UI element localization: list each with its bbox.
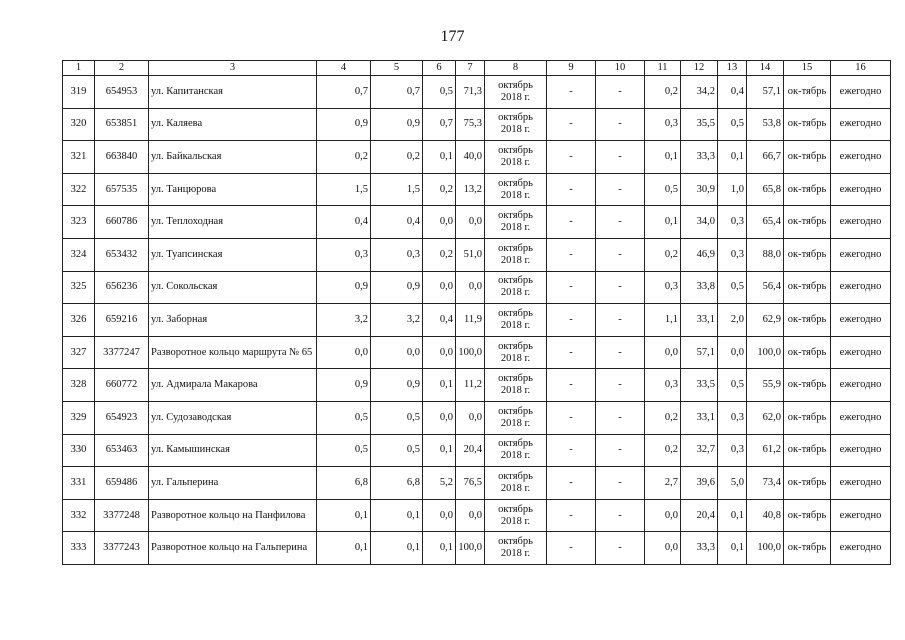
month-cell: ок-тябрь [784, 499, 831, 532]
value-cell: 88,0 [747, 238, 784, 271]
dash-cell: - [596, 304, 645, 337]
value-cell: 65,4 [747, 206, 784, 239]
value-cell: 73,4 [747, 467, 784, 500]
table-row [63, 271, 891, 304]
row-code: 654953 [95, 76, 149, 109]
table-row [63, 141, 891, 174]
month-cell: ок-тябрь [784, 304, 831, 337]
value-cell: 100,0 [747, 532, 784, 565]
frequency-cell: ежегодно [831, 336, 891, 369]
value-cell: 0,0 [718, 336, 747, 369]
dash-cell: - [547, 304, 596, 337]
value-cell: 34,2 [681, 76, 718, 109]
value-cell: 0,9 [317, 108, 371, 141]
value-cell: 0,7 [317, 76, 371, 109]
value-cell: 0,0 [456, 401, 485, 434]
value-cell: 0,2 [423, 238, 456, 271]
value-cell: 0,0 [456, 271, 485, 304]
value-cell: 32,7 [681, 434, 718, 467]
dash-cell: - [547, 336, 596, 369]
value-cell: 30,9 [681, 173, 718, 206]
value-cell: 6,8 [371, 467, 423, 500]
row-number: 321 [63, 141, 95, 174]
column-header: 13 [718, 61, 747, 76]
dash-cell: - [596, 434, 645, 467]
value-cell: 53,8 [747, 108, 784, 141]
value-cell: 0,2 [371, 141, 423, 174]
row-code: 3377243 [95, 532, 149, 565]
value-cell: 0,0 [423, 271, 456, 304]
street-name: ул. Байкальская [149, 141, 317, 174]
value-cell: 0,0 [423, 206, 456, 239]
frequency-cell: ежегодно [831, 206, 891, 239]
row-number: 323 [63, 206, 95, 239]
value-cell: 0,0 [645, 336, 681, 369]
value-cell: 0,7 [423, 108, 456, 141]
value-cell: 0,1 [718, 499, 747, 532]
value-cell: 0,9 [371, 271, 423, 304]
value-cell: 2,0 [718, 304, 747, 337]
value-cell: 55,9 [747, 369, 784, 402]
dash-cell: - [596, 336, 645, 369]
value-cell: 0,0 [423, 401, 456, 434]
period-cell: октябрь 2018 г. [485, 499, 547, 532]
month-cell: ок-тябрь [784, 271, 831, 304]
column-header: 9 [547, 61, 596, 76]
column-header: 11 [645, 61, 681, 76]
table-row [63, 401, 891, 434]
column-header: 6 [423, 61, 456, 76]
month-cell: ок-тябрь [784, 238, 831, 271]
table-row [63, 108, 891, 141]
month-cell: ок-тябрь [784, 401, 831, 434]
frequency-cell: ежегодно [831, 434, 891, 467]
row-code: 660772 [95, 369, 149, 402]
period-cell: октябрь 2018 г. [485, 76, 547, 109]
value-cell: 0,1 [317, 499, 371, 532]
value-cell: 0,1 [423, 532, 456, 565]
street-name: ул. Танцюрова [149, 173, 317, 206]
page-number: 177 [440, 28, 465, 45]
dash-cell: - [596, 108, 645, 141]
month-cell: ок-тябрь [784, 369, 831, 402]
dash-cell: - [547, 108, 596, 141]
value-cell: 0,4 [718, 76, 747, 109]
value-cell: 0,1 [371, 499, 423, 532]
row-number: 332 [63, 499, 95, 532]
month-cell: ок-тябрь [784, 532, 831, 565]
value-cell: 0,1 [423, 434, 456, 467]
month-cell: ок-тябрь [784, 206, 831, 239]
table-row [63, 304, 891, 337]
month-cell: ок-тябрь [784, 173, 831, 206]
table-header [63, 61, 891, 76]
value-cell: 33,3 [681, 141, 718, 174]
month-cell: ок-тябрь [784, 434, 831, 467]
column-header: 16 [831, 61, 891, 76]
value-cell: 0,4 [317, 206, 371, 239]
value-cell: 56,4 [747, 271, 784, 304]
row-code: 3377247 [95, 336, 149, 369]
month-cell: ок-тябрь [784, 467, 831, 500]
value-cell: 0,9 [317, 271, 371, 304]
frequency-cell: ежегодно [831, 271, 891, 304]
value-cell: 0,1 [423, 141, 456, 174]
period-cell: октябрь 2018 г. [485, 467, 547, 500]
value-cell: 71,3 [456, 76, 485, 109]
column-header: 4 [317, 61, 371, 76]
table-row [63, 238, 891, 271]
value-cell: 0,1 [645, 206, 681, 239]
value-cell: 0,1 [423, 369, 456, 402]
period-cell: октябрь 2018 г. [485, 206, 547, 239]
value-cell: 0,0 [456, 499, 485, 532]
street-name: ул. Туапсинская [149, 238, 317, 271]
value-cell: 100,0 [456, 532, 485, 565]
value-cell: 0,4 [371, 206, 423, 239]
value-cell: 0,3 [718, 238, 747, 271]
period-cell: октябрь 2018 г. [485, 434, 547, 467]
value-cell: 11,2 [456, 369, 485, 402]
dash-cell: - [547, 434, 596, 467]
frequency-cell: ежегодно [831, 76, 891, 109]
value-cell: 0,3 [371, 238, 423, 271]
frequency-cell: ежегодно [831, 532, 891, 565]
table-row [63, 336, 891, 369]
dash-cell: - [547, 499, 596, 532]
value-cell: 61,2 [747, 434, 784, 467]
street-name: ул. Камышинская [149, 434, 317, 467]
street-name: ул. Теплоходная [149, 206, 317, 239]
dash-cell: - [596, 206, 645, 239]
row-number: 327 [63, 336, 95, 369]
table-row [63, 76, 891, 109]
period-cell: октябрь 2018 г. [485, 173, 547, 206]
frequency-cell: ежегодно [831, 369, 891, 402]
value-cell: 1,1 [645, 304, 681, 337]
dash-cell: - [547, 532, 596, 565]
value-cell: 75,3 [456, 108, 485, 141]
dash-cell: - [547, 271, 596, 304]
row-number: 333 [63, 532, 95, 565]
period-cell: октябрь 2018 г. [485, 336, 547, 369]
value-cell: 100,0 [747, 336, 784, 369]
value-cell: 0,0 [645, 499, 681, 532]
dash-cell: - [596, 271, 645, 304]
value-cell: 33,5 [681, 369, 718, 402]
street-name: ул. Адмирала Макарова [149, 369, 317, 402]
header-row [63, 61, 891, 76]
table-row [63, 499, 891, 532]
period-cell: октябрь 2018 г. [485, 238, 547, 271]
value-cell: 3,2 [317, 304, 371, 337]
column-header: 15 [784, 61, 831, 76]
value-cell: 35,5 [681, 108, 718, 141]
value-cell: 2,7 [645, 467, 681, 500]
value-cell: 39,6 [681, 467, 718, 500]
frequency-cell: ежегодно [831, 173, 891, 206]
dash-cell: - [547, 401, 596, 434]
value-cell: 33,1 [681, 401, 718, 434]
period-cell: октябрь 2018 г. [485, 271, 547, 304]
value-cell: 0,5 [371, 401, 423, 434]
value-cell: 11,9 [456, 304, 485, 337]
value-cell: 40,0 [456, 141, 485, 174]
value-cell: 0,0 [456, 206, 485, 239]
value-cell: 0,1 [718, 141, 747, 174]
street-name: Разворотное кольцо на Панфилова [149, 499, 317, 532]
value-cell: 100,0 [456, 336, 485, 369]
value-cell: 0,9 [371, 369, 423, 402]
dash-cell: - [547, 141, 596, 174]
row-number: 331 [63, 467, 95, 500]
street-name: ул. Капитанская [149, 76, 317, 109]
street-name: ул. Гальперина [149, 467, 317, 500]
row-code: 659216 [95, 304, 149, 337]
value-cell: 0,5 [317, 401, 371, 434]
value-cell: 0,0 [423, 336, 456, 369]
column-header: 5 [371, 61, 423, 76]
period-cell: октябрь 2018 г. [485, 304, 547, 337]
table-body [63, 76, 891, 565]
column-header: 8 [485, 61, 547, 76]
value-cell: 0,1 [645, 141, 681, 174]
street-name: Разворотное кольцо на Гальперина [149, 532, 317, 565]
value-cell: 20,4 [681, 499, 718, 532]
month-cell: ок-тябрь [784, 108, 831, 141]
value-cell: 40,8 [747, 499, 784, 532]
value-cell: 0,5 [423, 76, 456, 109]
column-header: 1 [63, 61, 95, 76]
value-cell: 0,5 [645, 173, 681, 206]
frequency-cell: ежегодно [831, 238, 891, 271]
dash-cell: - [547, 369, 596, 402]
value-cell: 0,0 [371, 336, 423, 369]
value-cell: 65,8 [747, 173, 784, 206]
period-cell: октябрь 2018 г. [485, 108, 547, 141]
value-cell: 34,0 [681, 206, 718, 239]
value-cell: 33,8 [681, 271, 718, 304]
value-cell: 0,1 [317, 532, 371, 565]
value-cell: 57,1 [747, 76, 784, 109]
row-number: 320 [63, 108, 95, 141]
value-cell: 57,1 [681, 336, 718, 369]
month-cell: ок-тябрь [784, 141, 831, 174]
month-cell: ок-тябрь [784, 336, 831, 369]
dash-cell: - [547, 206, 596, 239]
street-name: ул. Заборная [149, 304, 317, 337]
value-cell: 5,2 [423, 467, 456, 500]
dash-cell: - [596, 401, 645, 434]
dash-cell: - [596, 141, 645, 174]
value-cell: 0,5 [718, 369, 747, 402]
value-cell: 0,0 [645, 532, 681, 565]
column-header: 3 [149, 61, 317, 76]
dash-cell: - [547, 238, 596, 271]
dash-cell: - [547, 173, 596, 206]
row-number: 324 [63, 238, 95, 271]
value-cell: 0,3 [645, 271, 681, 304]
value-cell: 0,5 [718, 108, 747, 141]
value-cell: 0,2 [317, 141, 371, 174]
frequency-cell: ежегодно [831, 141, 891, 174]
dash-cell: - [547, 76, 596, 109]
table-row [63, 532, 891, 565]
value-cell: 6,8 [317, 467, 371, 500]
table-row [63, 467, 891, 500]
row-code: 660786 [95, 206, 149, 239]
row-code: 654923 [95, 401, 149, 434]
street-name: Разворотное кольцо маршрута № 65 [149, 336, 317, 369]
value-cell: 0,3 [718, 434, 747, 467]
value-cell: 51,0 [456, 238, 485, 271]
value-cell: 20,4 [456, 434, 485, 467]
value-cell: 0,9 [317, 369, 371, 402]
period-cell: октябрь 2018 г. [485, 532, 547, 565]
column-header: 12 [681, 61, 718, 76]
period-cell: октябрь 2018 г. [485, 401, 547, 434]
row-code: 663840 [95, 141, 149, 174]
frequency-cell: ежегодно [831, 304, 891, 337]
value-cell: 0,7 [371, 76, 423, 109]
row-code: 653851 [95, 108, 149, 141]
value-cell: 66,7 [747, 141, 784, 174]
street-name: ул. Каляева [149, 108, 317, 141]
column-header: 14 [747, 61, 784, 76]
frequency-cell: ежегодно [831, 467, 891, 500]
value-cell: 62,0 [747, 401, 784, 434]
table-row [63, 173, 891, 206]
value-cell: 0,3 [718, 401, 747, 434]
row-number: 319 [63, 76, 95, 109]
value-cell: 0,4 [423, 304, 456, 337]
data-table [62, 60, 891, 565]
value-cell: 76,5 [456, 467, 485, 500]
row-number: 322 [63, 173, 95, 206]
row-number: 325 [63, 271, 95, 304]
row-code: 659486 [95, 467, 149, 500]
value-cell: 0,0 [423, 499, 456, 532]
value-cell: 0,5 [317, 434, 371, 467]
period-cell: октябрь 2018 г. [485, 369, 547, 402]
row-code: 653463 [95, 434, 149, 467]
dash-cell: - [596, 467, 645, 500]
value-cell: 1,0 [718, 173, 747, 206]
month-cell: ок-тябрь [784, 76, 831, 109]
row-number: 328 [63, 369, 95, 402]
value-cell: 0,3 [718, 206, 747, 239]
value-cell: 62,9 [747, 304, 784, 337]
value-cell: 0,3 [645, 369, 681, 402]
row-code: 656236 [95, 271, 149, 304]
column-header: 7 [456, 61, 485, 76]
row-code: 3377248 [95, 499, 149, 532]
row-number: 326 [63, 304, 95, 337]
value-cell: 3,2 [371, 304, 423, 337]
table-row [63, 206, 891, 239]
value-cell: 0,3 [645, 108, 681, 141]
value-cell: 0,2 [645, 238, 681, 271]
value-cell: 5,0 [718, 467, 747, 500]
value-cell: 0,2 [645, 401, 681, 434]
table-row [63, 434, 891, 467]
value-cell: 0,2 [645, 76, 681, 109]
dash-cell: - [547, 467, 596, 500]
dash-cell: - [596, 369, 645, 402]
value-cell: 0,2 [423, 173, 456, 206]
frequency-cell: ежегодно [831, 499, 891, 532]
value-cell: 46,9 [681, 238, 718, 271]
value-cell: 33,1 [681, 304, 718, 337]
value-cell: 33,3 [681, 532, 718, 565]
street-name: ул. Сокольская [149, 271, 317, 304]
row-code: 657535 [95, 173, 149, 206]
row-code: 653432 [95, 238, 149, 271]
value-cell: 0,5 [371, 434, 423, 467]
table-row [63, 369, 891, 402]
dash-cell: - [596, 499, 645, 532]
frequency-cell: ежегодно [831, 401, 891, 434]
value-cell: 1,5 [317, 173, 371, 206]
column-header: 2 [95, 61, 149, 76]
dash-cell: - [596, 532, 645, 565]
value-cell: 0,9 [371, 108, 423, 141]
value-cell: 0,1 [371, 532, 423, 565]
value-cell: 0,5 [718, 271, 747, 304]
dash-cell: - [596, 76, 645, 109]
street-name: ул. Судозаводская [149, 401, 317, 434]
dash-cell: - [596, 238, 645, 271]
value-cell: 1,5 [371, 173, 423, 206]
value-cell: 0,3 [317, 238, 371, 271]
value-cell: 0,0 [317, 336, 371, 369]
value-cell: 13,2 [456, 173, 485, 206]
row-number: 329 [63, 401, 95, 434]
value-cell: 0,1 [718, 532, 747, 565]
row-number: 330 [63, 434, 95, 467]
period-cell: октябрь 2018 г. [485, 141, 547, 174]
frequency-cell: ежегодно [831, 108, 891, 141]
dash-cell: - [596, 173, 645, 206]
value-cell: 0,2 [645, 434, 681, 467]
column-header: 10 [596, 61, 645, 76]
